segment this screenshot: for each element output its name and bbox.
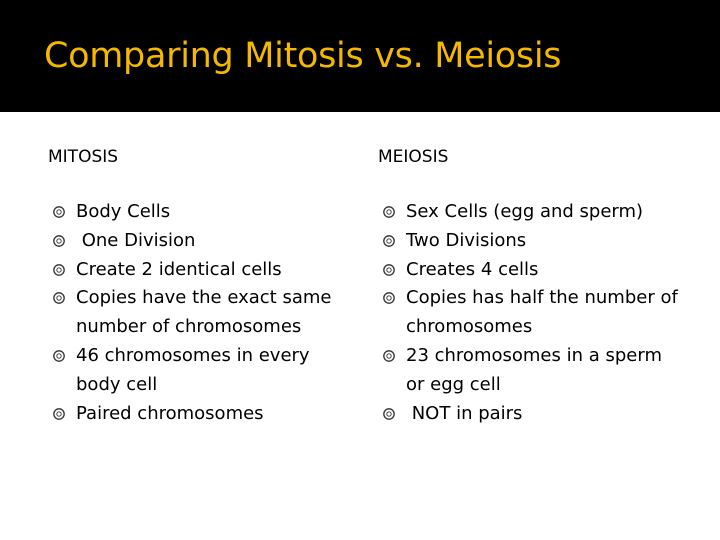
bullet-icon [382,234,396,248]
bullet-icon [52,234,66,248]
list-item [378,256,678,285]
mitosis-column [48,146,358,428]
bullet-icon [382,291,396,305]
list-item [48,342,358,400]
bullet-icon [382,407,396,421]
meiosis-list [378,198,678,428]
mitosis-list [48,198,358,428]
list-item-text: 23 chromosomes in a sperm or egg cell [406,344,662,395]
bullet-icon [52,407,66,421]
list-item-text: Create 2 identical cells [76,258,282,280]
bullet-icon [382,263,396,277]
bullet-icon [382,205,396,219]
list-item-text: One Division [76,229,196,251]
mitosis-header: MITOSIS [48,147,119,167]
list-item [378,342,678,400]
bullet-icon [382,349,396,363]
list-item-text: Paired chromosomes [76,402,264,424]
list-item-text: Two Divisions [406,229,527,251]
list-item-text: NOT in pairs [406,402,523,424]
slide-title: Comparing Mitosis vs. Meiosis [44,36,562,76]
list-item [378,284,678,342]
title-bar [0,0,720,112]
bullet-icon [52,349,66,363]
list-item-text: 46 chromosomes in every body cell [76,344,310,395]
list-item [48,198,358,227]
list-item-text: Body Cells [76,201,171,222]
list-item [378,227,678,256]
list-item [48,400,358,429]
list-item [378,400,678,429]
bullet-icon [52,291,66,305]
list-item-text: Sex Cells (egg and sperm) [406,201,644,222]
list-item [48,227,358,256]
bullet-icon [52,205,66,219]
list-item [48,284,358,342]
list-item-text: Copies have the exact same number of chromosomes [76,287,332,338]
bullet-icon [52,263,66,277]
list-item-text: Copies has half the number of chromosomes [406,287,678,338]
meiosis-header: MEIOSIS [378,147,449,167]
list-item-text: Creates 4 cells [406,258,539,280]
list-item [48,256,358,285]
list-item [378,198,678,227]
meiosis-column [378,146,678,428]
